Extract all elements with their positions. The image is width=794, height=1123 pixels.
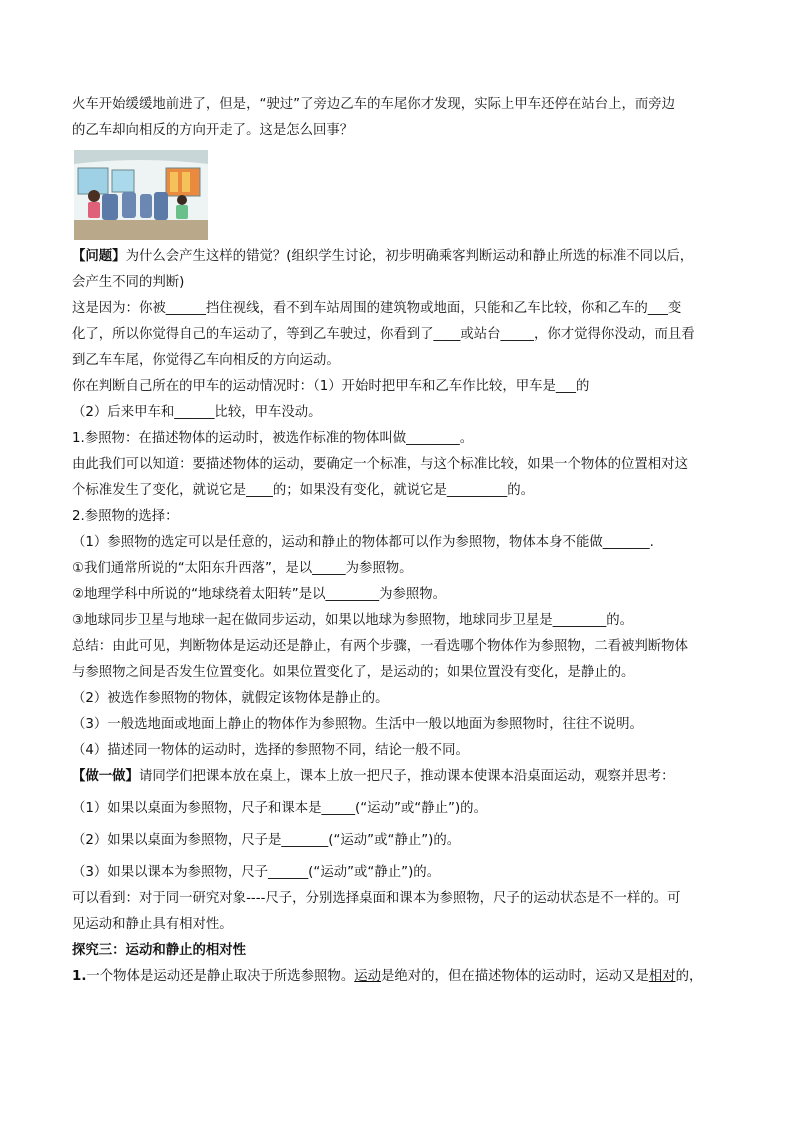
train-interior-illustration [74,150,208,240]
document-body [72,92,732,990]
problem-line [72,244,732,270]
underlined-term: 相对 [648,969,676,984]
text-line: （4）描述同一物体的运动时，选择的参照物不同，结论一般不同。 [72,743,469,758]
text-line: （2）如果以桌面为参照物，尺子是_______(“运动”或“静止”)的。 [72,833,461,848]
text-line: 的乙车却向相反的方向开走了。这是怎么回事？ [72,123,354,138]
text-line: （3）一般选地面或地面上静止的物体作为参照物。生活中一般以地面为参照物时，往往不说明。 [72,717,643,732]
text-line: ②地理学科中所说的“地球绕着太阳转”是以________为参照物。 [72,587,447,602]
text-line: 由此我们可以知道：要描述物体的运动，要确定一个标准，与这个标准比较，如果一个物体的位置相对这 [72,457,688,472]
text-line: （1）参照物的选定可以是任意的，运动和静止的物体都可以作为参照物，物体本身不能做_______. [72,535,654,550]
point-line [72,964,732,990]
text-line: 与参照物之间是否发生位置变化。如果位置变化了，是运动的；如果位置没有变化，是静止的。 [72,665,635,680]
text-line: 总结：由此可见，判断物体是运动还是静止，有两个步骤，一看选哪个物体作为参照物，二看被判断物体 [72,639,688,654]
point-text: 一个物体是运动还是静止取决于所选参照物。 [86,969,355,984]
text-line: （2）被选作参照物的物体，就假定该物体是静止的。 [72,691,389,706]
point-number: 1. [72,969,87,984]
text-line: 火车开始缓缓地前进了，但是，“驶过”了旁边乙车的车尾你才发现，实际上甲车还停在站台上，而旁边 [72,97,676,112]
problem-text: 为什么会产生这样的错觉？(组织学生讨论，初步明确乘客判断运动和静止所选的标准不同以后， [125,249,694,264]
point-text: 的， [675,969,703,984]
text-line: 可以看到：对于同一研究对象----尺子，分别选择桌面和课本为参照物，尺子的运动状态是不一样的。可 [72,891,681,906]
text-line: ③地球同步卫星与地球一起在做同步运动，如果以地球为参照物，地球同步卫星是________的。 [72,613,634,628]
text-line: 化了，所以你觉得自己的车运动了，等到乙车驶过，你看到了____或站台_____，你才觉得你没动，而且看 [72,327,695,342]
text-line: 个标准发生了变化，就说它是____的；如果没有变化，就说它是_________的。 [72,483,534,498]
activity-line [72,764,732,790]
section-heading: 探究三：运动和静止的相对性 [72,943,247,958]
activity-tag: 【做一做】 [72,769,139,784]
problem-tag: 【问题】 [72,249,126,264]
text-line: （1）如果以桌面为参照物，尺子和课本是_____(“运动”或“静止”)的。 [72,801,487,816]
text-line: 见运动和静止具有相对性。 [72,917,233,932]
underlined-term: 运动 [354,969,381,984]
text-line: ①我们通常所说的“太阳东升西落”，是以_____为参照物。 [72,561,413,576]
text-line: （3）如果以课本为参照物，尺子______(“运动”或“静止”)的。 [72,865,441,880]
point-text: 是绝对的，但在描述物体的运动时，运动又是 [381,969,649,984]
text-line: 会产生不同的判断) [72,275,185,290]
text-line: 你在判断自己所在的甲车的运动情况时：（1）开始时把甲车和乙车作比较，甲车是___的 [72,379,590,394]
train-illustration-icon [74,150,208,240]
text-line: （2）后来甲车和______比较，甲车没动。 [72,405,322,420]
text-line: 这是因为：你被______挡住视线，看不到车站周围的建筑物或地面，只能和乙车比较，你和乙车的___变 [72,301,682,316]
text-line: 2.参照物的选择： [72,509,179,524]
text-line: 1.参照物：在描述物体的运动时，被选作标准的物体叫做________。 [72,431,474,446]
text-line: 到乙车车尾，你觉得乙车向相反的方向运动。 [72,353,340,368]
activity-text: 请同学们把课本放在桌上，课本上放一把尺子，推动课本使课本沿桌面运动，观察并思考： [138,769,675,784]
